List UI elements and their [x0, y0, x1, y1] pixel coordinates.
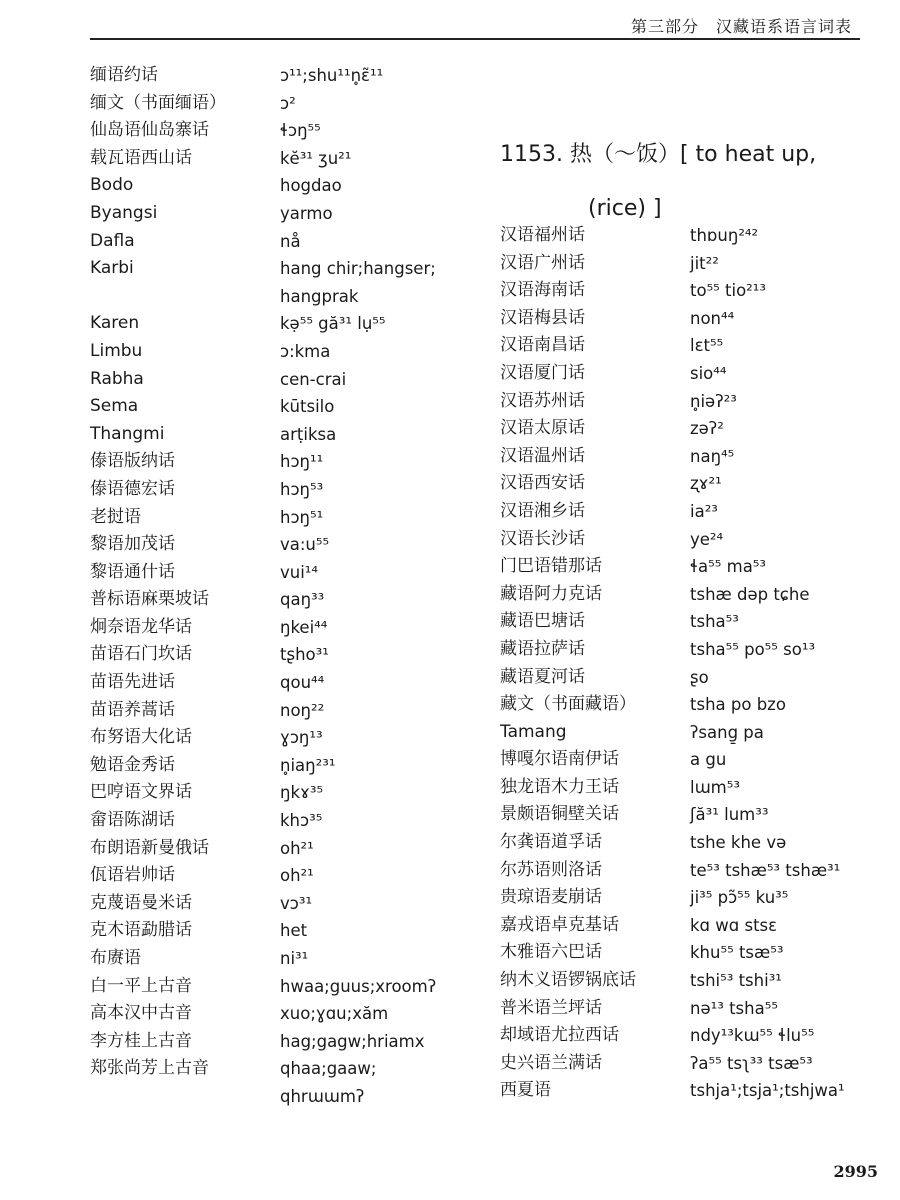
word-form: hɔŋ¹¹	[280, 452, 324, 472]
word-entry-row	[90, 752, 470, 780]
language-name: 勉语金秀话	[90, 754, 175, 775]
language-name: 布朗语新曼俄话	[90, 837, 209, 858]
left-column	[90, 62, 470, 1111]
language-name: Karen	[90, 313, 140, 334]
language-name: 载瓦语西山话	[90, 147, 192, 168]
word-form: lɯm⁵³	[690, 777, 740, 797]
word-form: ʃă³¹ lum³³	[690, 805, 769, 825]
word-form: arṭiksa	[280, 424, 337, 444]
word-form: het	[280, 921, 308, 941]
language-name: 汉语长沙话	[500, 528, 585, 549]
word-form: kĕ³¹ ʒu²¹	[280, 148, 352, 168]
language-name: 史兴语兰满话	[500, 1052, 602, 1073]
language-name: 尔苏语则洛话	[500, 859, 602, 880]
language-name: Karbi	[90, 258, 134, 279]
word-entry-row	[90, 890, 470, 918]
language-name: 汉语西安话	[500, 473, 585, 494]
language-name: 汉语海南话	[500, 280, 585, 301]
word-entry-row	[500, 360, 870, 388]
word-form: hɔŋ⁵¹	[280, 507, 324, 527]
word-form: ɣɔŋ¹³	[280, 728, 323, 748]
running-header	[90, 8, 860, 40]
word-entry-row	[500, 498, 870, 526]
word-form: kə̣⁵⁵ gă³¹ lụ⁵⁵	[280, 314, 386, 334]
word-entry-row	[500, 1050, 870, 1078]
language-name: Dafla	[90, 230, 135, 251]
word-form: vui¹⁴	[280, 562, 319, 582]
language-name: 门巴语错那话	[500, 556, 602, 577]
word-form: ŋkei⁴⁴	[280, 617, 328, 637]
word-entry-row	[500, 967, 870, 995]
language-name: 汉语福州话	[500, 225, 585, 245]
page-number: 2995	[833, 1162, 878, 1181]
language-name: 纳木义语锣锅底话	[500, 970, 636, 991]
word-entry-row	[90, 476, 470, 504]
word-form: hangprak	[280, 286, 359, 306]
word-form: xuo;ɣɑu;xăm	[280, 1004, 389, 1024]
header-title: 第三部分 汉藏语系语言词表	[630, 17, 852, 36]
word-form: lɛt⁵⁵	[690, 336, 724, 356]
word-form: oh²¹	[280, 838, 314, 858]
word-form: tsha po bzo	[690, 695, 786, 715]
language-name: 傣语版纳话	[90, 451, 175, 472]
language-name: 汉语湘乡话	[500, 500, 585, 521]
word-form: sio⁴⁴	[690, 363, 727, 383]
word-entry-row	[500, 664, 870, 692]
word-form: hogdao	[280, 176, 342, 196]
word-entry-row	[90, 62, 470, 90]
word-form: qhrɯɯmʔ	[280, 1086, 365, 1106]
word-entry-row	[90, 1083, 470, 1111]
word-form: nə¹³ tsha⁵⁵	[690, 998, 778, 1018]
language-name: 西夏语	[500, 1080, 551, 1101]
word-form: to⁵⁵ tio²¹³	[690, 281, 767, 301]
word-entry-row	[500, 829, 870, 857]
word-entry-row	[90, 779, 470, 807]
word-entry-row	[90, 255, 470, 283]
word-form: ʔa⁵⁵ tsʅ³³ tsæ⁵³	[690, 1053, 813, 1073]
word-entry-row	[500, 691, 870, 719]
language-name: 普标语麻栗坡话	[90, 589, 209, 610]
word-form: naŋ⁴⁵	[690, 446, 735, 466]
word-entry-row	[90, 228, 470, 256]
word-form: noŋ²²	[280, 700, 325, 720]
language-name: 藏语巴塘话	[500, 611, 585, 632]
word-form: tshæ dəp tɕhe	[690, 584, 810, 604]
word-entry-row	[90, 393, 470, 421]
language-name: Byangsi	[90, 202, 158, 223]
word-entry-row	[500, 526, 870, 554]
word-form: hang chir;hangser;	[280, 259, 436, 279]
word-entry-row	[500, 250, 870, 278]
language-name: 藏语拉萨话	[500, 638, 585, 659]
word-form: ɔ:kma	[280, 341, 331, 361]
word-entry-row	[90, 945, 470, 973]
entry-title-line1: 1153. 热（～饭）[ to heat up,	[500, 142, 817, 167]
word-entry-row	[90, 697, 470, 725]
word-form: ɬɔŋ⁵⁵	[280, 121, 321, 141]
word-entry-row	[500, 581, 870, 609]
word-form: ʂo	[690, 667, 709, 687]
word-entry-row	[90, 641, 470, 669]
language-name: Sema	[90, 396, 139, 417]
word-form: a gu	[690, 750, 727, 770]
word-entry-row	[90, 172, 470, 200]
word-entry-row	[90, 835, 470, 863]
word-form: te⁵³ tshæ⁵³ tshæ³¹	[690, 860, 841, 880]
word-entry-row	[90, 504, 470, 532]
word-entry-row	[90, 586, 470, 614]
word-entry-row	[90, 145, 470, 173]
language-name: 尔龚语道孚话	[500, 832, 602, 853]
word-form: n̥iəʔ²³	[690, 391, 737, 411]
word-entry-row	[500, 1022, 870, 1050]
word-entry-row	[90, 1055, 470, 1083]
language-name: 克蔑语曼米话	[90, 892, 192, 913]
language-name: 景颇语铜壁关话	[500, 804, 619, 825]
word-entry-row	[90, 862, 470, 890]
language-name: 克木语勐腊话	[90, 920, 192, 941]
word-entry-row	[90, 807, 470, 835]
word-form: ndy¹³kɯ⁵⁵ ɬlu⁵⁵	[690, 1026, 815, 1046]
language-name: 缅文（书面缅语）	[90, 92, 226, 113]
word-entry-row	[500, 415, 870, 443]
word-form: vɔ³¹	[280, 893, 313, 913]
language-name: 苗语石门坎话	[90, 644, 192, 665]
language-name: Tamang	[500, 721, 567, 742]
word-entry-row	[500, 608, 870, 636]
language-name: 黎语加茂话	[90, 534, 175, 555]
word-entry-row	[90, 338, 470, 366]
right-column	[500, 222, 870, 1105]
word-entry-row	[500, 1077, 870, 1105]
word-entry-row	[500, 332, 870, 360]
language-name: 普米语兰坪话	[500, 997, 602, 1018]
language-name: 藏文（书面藏语）	[500, 694, 636, 715]
word-form: tsha⁵³	[690, 612, 739, 632]
word-entry-row	[90, 724, 470, 752]
language-name: 汉语温州话	[500, 445, 585, 466]
word-entry-row	[500, 305, 870, 333]
word-form: yarmo	[280, 203, 333, 223]
word-entry-row	[90, 1028, 470, 1056]
language-name: Bodo	[90, 175, 134, 196]
word-form: zəʔ²	[690, 419, 724, 439]
word-form: ŋkɤ³⁵	[280, 783, 324, 803]
word-form: jit²²	[690, 253, 719, 273]
word-entry-row	[90, 90, 470, 118]
word-form: tshja¹;tsja¹;tshjwa¹	[690, 1081, 845, 1101]
word-form: ɔ¹¹;shu¹¹n̥ɛ̃¹¹	[280, 66, 384, 85]
language-name: 苗语先进话	[90, 672, 175, 693]
word-entry-row	[90, 669, 470, 697]
language-name: 黎语通什话	[90, 561, 175, 582]
language-name: 郑张尚芳上古音	[90, 1058, 209, 1079]
language-name: 汉语南昌话	[500, 335, 585, 356]
word-form: n̥iaŋ²³¹	[280, 755, 336, 775]
language-name: 苗语养蒿话	[90, 699, 175, 720]
word-entry-row	[500, 801, 870, 829]
language-name: 高本汉中古音	[90, 1003, 192, 1024]
word-entry-row	[90, 366, 470, 394]
language-name: 缅语约话	[90, 65, 158, 85]
word-entry-row	[90, 559, 470, 587]
word-form: tsha⁵⁵ po⁵⁵ so¹³	[690, 639, 816, 659]
language-name: 巴哼语文界话	[90, 782, 192, 803]
word-form: qou⁴⁴	[280, 673, 325, 693]
word-entry-row	[500, 470, 870, 498]
language-name: Rabha	[90, 368, 144, 389]
word-entry-row	[500, 912, 870, 940]
word-entry-row	[500, 884, 870, 912]
language-name: 博嘎尔语南伊话	[500, 749, 619, 770]
word-entry-row	[90, 614, 470, 642]
word-form: kūtsilo	[280, 397, 335, 417]
word-entry-row	[500, 857, 870, 885]
language-name: 白一平上古音	[90, 975, 192, 996]
word-form: tshi⁵³ tshi³¹	[690, 971, 782, 991]
language-name: 嘉戎语卓克基话	[500, 914, 619, 935]
word-form: ye²⁴	[690, 529, 724, 549]
language-name: 藏语夏河话	[500, 666, 585, 687]
language-name: 李方桂上古音	[90, 1030, 192, 1051]
word-entry-row	[500, 995, 870, 1023]
entry-title	[500, 128, 860, 236]
word-entry-row	[500, 277, 870, 305]
language-name: 炯奈语龙华话	[90, 616, 192, 637]
word-form: khu⁵⁵ tsæ⁵³	[690, 943, 784, 963]
word-form: oh²¹	[280, 866, 314, 886]
language-name: 汉语苏州话	[500, 390, 585, 411]
word-entry-row	[90, 117, 470, 145]
word-form: hwaa;guus;xroomʔ	[280, 976, 437, 996]
word-entry-row	[90, 1000, 470, 1028]
word-form: ni³¹	[280, 949, 309, 968]
word-entry-row	[90, 531, 470, 559]
word-form: ʐɤ²¹	[690, 474, 722, 494]
word-form: hɔŋ⁵³	[280, 479, 324, 499]
word-entry-row	[90, 310, 470, 338]
word-entry-row	[500, 388, 870, 416]
word-entry-row	[500, 443, 870, 471]
word-form: qaŋ³³	[280, 590, 325, 610]
language-name: 佤语岩帅话	[90, 865, 175, 886]
word-entry-row	[90, 448, 470, 476]
word-entry-row	[500, 222, 870, 250]
language-name: 却域语尤拉西话	[500, 1025, 619, 1046]
language-name: 畲语陈湖话	[90, 810, 175, 831]
word-entry-row	[90, 283, 470, 311]
word-entry-row	[90, 973, 470, 1001]
word-entry-row	[90, 917, 470, 945]
language-name: 汉语梅县话	[500, 307, 585, 328]
language-name: 老挝语	[90, 506, 141, 527]
word-entry-row	[500, 719, 870, 747]
language-name: 汉语广州话	[500, 252, 585, 273]
language-name: 汉语厦门话	[500, 362, 585, 383]
word-entry-row	[500, 553, 870, 581]
entry-title-line2: (rice) ]	[588, 196, 662, 221]
word-form: khɔ³⁵	[280, 811, 323, 831]
word-entry-row	[500, 746, 870, 774]
word-form: qhaa;gaaw;	[280, 1059, 377, 1079]
language-name: 独龙语木力王话	[500, 776, 619, 797]
language-name: 藏语阿力克话	[500, 583, 602, 604]
word-form: ɔ²	[280, 93, 296, 113]
word-form: ji³⁵ pɔ̃⁵⁵ ku³⁵	[690, 888, 789, 908]
word-entry-row	[90, 421, 470, 449]
word-entry-row	[500, 774, 870, 802]
word-form: ɬa⁵⁵ ma⁵³	[690, 557, 767, 577]
language-name: Limbu	[90, 340, 143, 361]
word-form: non⁴⁴	[690, 308, 735, 328]
word-form: kɑ wɑ stsɛ	[690, 915, 778, 935]
word-entry-row	[500, 636, 870, 664]
word-entry-row	[90, 200, 470, 228]
word-form: tʂho³¹	[280, 645, 329, 665]
language-name	[90, 283, 280, 311]
language-name: 汉语太原话	[500, 418, 585, 439]
language-name: 布赓语	[90, 948, 141, 968]
language-name: 贵琼语麦崩话	[500, 887, 602, 908]
word-form: nå	[280, 231, 301, 251]
language-name: 木雅语六巴话	[500, 942, 602, 963]
word-form: thɒuŋ²⁴²	[690, 226, 759, 245]
word-form: hag;gagw;hriamx	[280, 1031, 425, 1051]
word-entry-row	[500, 939, 870, 967]
word-form: cen-crai	[280, 369, 347, 389]
word-form: ia²³	[690, 501, 718, 521]
word-form: va:u⁵⁵	[280, 535, 330, 555]
language-name: 仙岛语仙岛寨话	[90, 120, 209, 141]
word-form: ʔsang̱ pa	[690, 722, 764, 742]
language-name	[90, 1083, 280, 1111]
language-name: 布努语大化话	[90, 727, 192, 748]
word-form: tshe khe və	[690, 833, 787, 853]
language-name: Thangmi	[90, 423, 165, 444]
language-name: 傣语德宏话	[90, 478, 175, 499]
